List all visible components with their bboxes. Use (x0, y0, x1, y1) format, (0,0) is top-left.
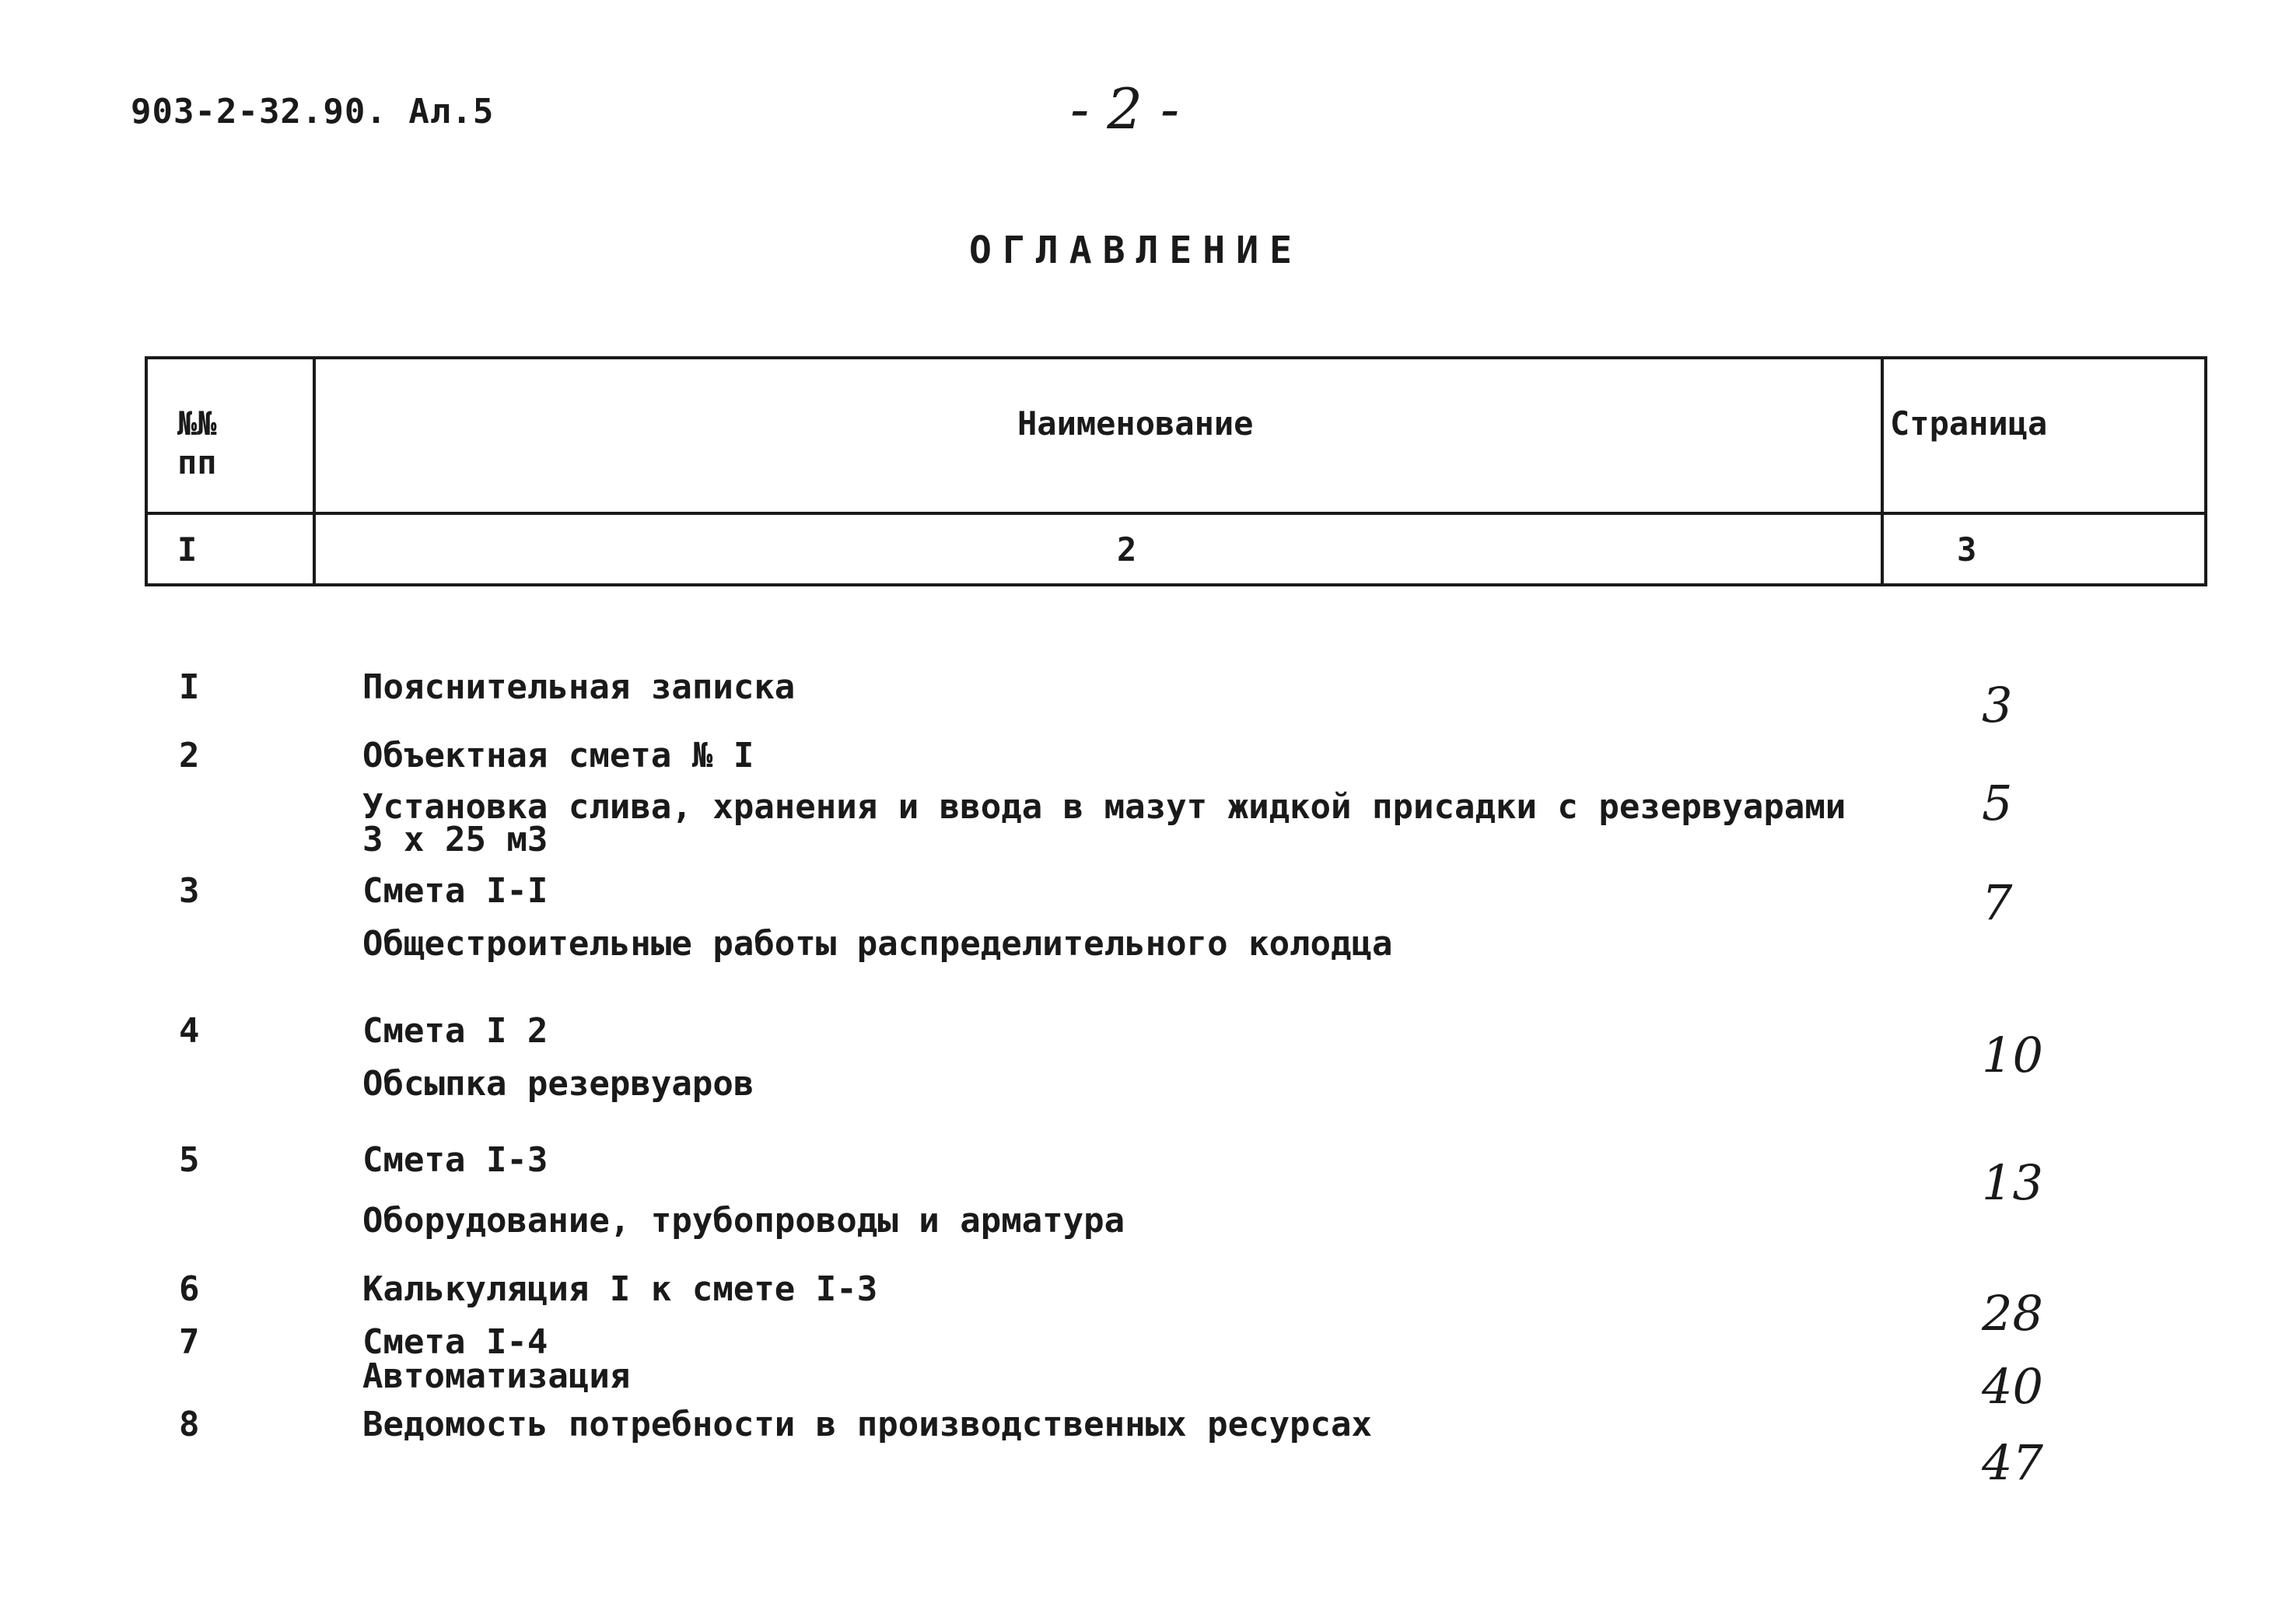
entry-title: Пояснительная записка (362, 667, 796, 707)
header-col3-label: Страница (1890, 404, 2048, 443)
entry-number: 3 (179, 871, 200, 911)
entry-number: 2 (179, 736, 200, 775)
column-divider (313, 359, 316, 583)
entry-title: Калькуляция I к смете I-3 (362, 1269, 878, 1309)
entry-page: 13 (1982, 1154, 2043, 1211)
document-code: 903-2-32.90. Ал.5 (131, 92, 495, 131)
entry-title: Объектная смета № I (362, 736, 754, 775)
entry-page: 7 (1982, 874, 2013, 931)
entry-description: Автоматизация (362, 1356, 631, 1396)
entry-page: 28 (1982, 1285, 2043, 1342)
header-col2-label: Наименование (1017, 404, 1254, 443)
entry-title: Смета I-I (362, 871, 548, 911)
entry-title: Смета I 2 (362, 1011, 548, 1051)
entry-page: 5 (1982, 775, 2013, 831)
entry-page: 47 (1982, 1434, 2043, 1491)
entry-description: Общестроительные работы распределительного колодца (362, 924, 1393, 964)
entry-page: 40 (1982, 1358, 2043, 1415)
header-colnum-3: 3 (1957, 530, 1977, 569)
header-col1-line1: №№ (177, 404, 217, 443)
header-col1-line2: пп (177, 443, 217, 481)
entry-page: 3 (1982, 677, 2013, 733)
entry-page: 10 (1982, 1027, 2043, 1083)
entry-number: 7 (179, 1322, 200, 1362)
entry-title: Смета I-3 (362, 1140, 548, 1180)
entry-number: 5 (179, 1140, 200, 1180)
page-number: - 2 - (1070, 76, 1180, 142)
entry-number: 6 (179, 1269, 200, 1309)
entry-number: 4 (179, 1011, 200, 1051)
entry-description: 3 х 25 м3 (362, 820, 548, 859)
header-table (145, 356, 2207, 586)
row-divider (148, 512, 2204, 515)
entry-title: Ведомость потребности в производственных ресурсах (362, 1405, 1373, 1444)
header-colnum-2: 2 (1117, 530, 1137, 569)
entry-title: Смета I-4 (362, 1322, 548, 1362)
entry-number: 8 (179, 1405, 200, 1444)
header-colnum-1: I (177, 530, 198, 569)
entry-description: Установка слива, хранения и ввода в мазут жидкой присадки с резервуарами (362, 787, 1846, 827)
entry-description: Обсыпка резервуаров (362, 1064, 754, 1104)
entry-description: Оборудование, трубопроводы и арматура (362, 1201, 1125, 1241)
page-title: ОГЛАВЛЕНИЕ (969, 229, 1303, 272)
column-divider (1881, 359, 1884, 583)
entry-number: I (179, 667, 200, 707)
